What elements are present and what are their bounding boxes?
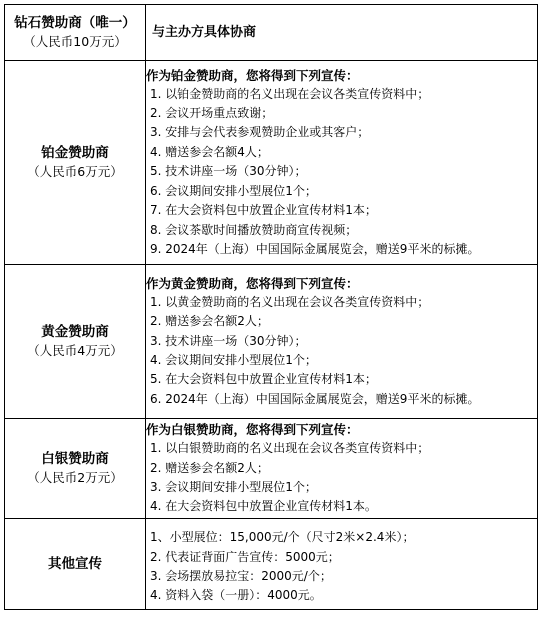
silver-tier-cell [5, 419, 146, 519]
gold-row [5, 265, 538, 419]
other-benefit-list [146, 528, 537, 606]
list-item: 3. 会议期间安排小型展位1个； [150, 480, 317, 494]
platinum-tier-cell [5, 61, 146, 265]
gold-tier-price: （人民币4万元） [27, 343, 123, 358]
list-item: 5. 技术讲座一场（30分钟）； [150, 164, 307, 179]
list-item: 6. 会议期间安排小型展位1个； [150, 183, 317, 198]
silver-tier-price: （人民币2万元） [27, 470, 123, 485]
diamond-tier-cell [5, 5, 146, 61]
list-item: 4. 赠送参会名额4人； [150, 144, 269, 159]
list-item: 5. 在大会资料包中放置企业宣传材料1本； [150, 372, 377, 387]
list-item: 3. 技术讲座一场（30分钟）； [150, 333, 307, 348]
list-item: 6. 2024年（上海）中国国际金属展览会，赠送9平米的标摊。 [150, 391, 480, 406]
platinum-benefits-cell [146, 61, 538, 265]
gold-intro: 作为黄金赞助商，您将得到下列宣传： [146, 275, 359, 291]
gold-benefits-cell [146, 265, 538, 419]
diamond-benefit-text: 与主办方具体协商 [152, 24, 257, 40]
diamond-row [5, 5, 538, 61]
silver-intro: 作为白银赞助商，您将得到下列宣传： [146, 422, 359, 438]
diamond-benefit-cell [146, 5, 538, 61]
list-item: 4. 资料入袋（一册）：4000元。 [150, 588, 322, 603]
list-item: 4. 会议期间安排小型展位1个； [150, 353, 317, 367]
other-row [5, 519, 538, 610]
silver-benefits-cell [146, 419, 538, 519]
gold-benefit-list [146, 293, 537, 409]
list-item: 3. 会场摆放易拉宝：2000元/个； [150, 569, 332, 583]
list-item: 8. 会议茶歇时间播放赞助商宣传视频； [150, 222, 358, 237]
list-item: 2. 赠送参会名额2人； [150, 314, 269, 329]
gold-tier-cell [5, 265, 146, 419]
list-item: 1. 以铂金赞助商的名义出现在会议各类宣传资料中； [150, 86, 430, 101]
sponsorship-table [4, 4, 538, 610]
platinum-row [5, 61, 538, 265]
list-item: 7. 在大会资料包中放置企业宣传材料1本； [150, 203, 377, 218]
other-tier-cell [5, 519, 146, 610]
diamond-tier-name: 钻石赞助商（唯一） [14, 15, 136, 31]
list-item: 2. 代表证背面广告宣传：5000元； [150, 549, 340, 564]
silver-tier-name: 白银赞助商 [41, 451, 109, 467]
list-item: 4. 在大会资料包中放置企业宣传材料1本。 [150, 499, 377, 514]
other-benefits-cell [146, 519, 538, 610]
platinum-benefit-list [146, 85, 537, 260]
platinum-tier-name: 铂金赞助商 [41, 145, 109, 161]
silver-benefit-list [146, 439, 537, 517]
list-item: 1、小型展位：15,000元/个（尺寸2米×2.4米）； [150, 530, 415, 545]
platinum-tier-price: （人民币6万元） [27, 164, 123, 179]
list-item: 3. 安排与会代表参观赞助企业或其客户； [150, 125, 370, 140]
list-item: 1. 以白银赞助商的名义出现在会议各类宣传资料中； [150, 441, 430, 456]
platinum-intro: 作为铂金赞助商，您将得到下列宣传： [146, 67, 359, 83]
list-item: 9. 2024年（上海）中国国际金属展览会，赠送9平米的标摊。 [150, 241, 480, 256]
silver-row [5, 419, 538, 519]
diamond-tier-price: （人民币10万元） [23, 34, 127, 49]
list-item: 2. 会议开场重点致谢； [150, 106, 274, 121]
list-item: 2. 赠送参会名额2人； [150, 460, 269, 475]
gold-tier-name: 黄金赞助商 [41, 324, 109, 340]
list-item: 1. 以黄金赞助商的名义出现在会议各类宣传资料中； [150, 294, 430, 309]
other-tier-name: 其他宣传 [48, 555, 102, 572]
